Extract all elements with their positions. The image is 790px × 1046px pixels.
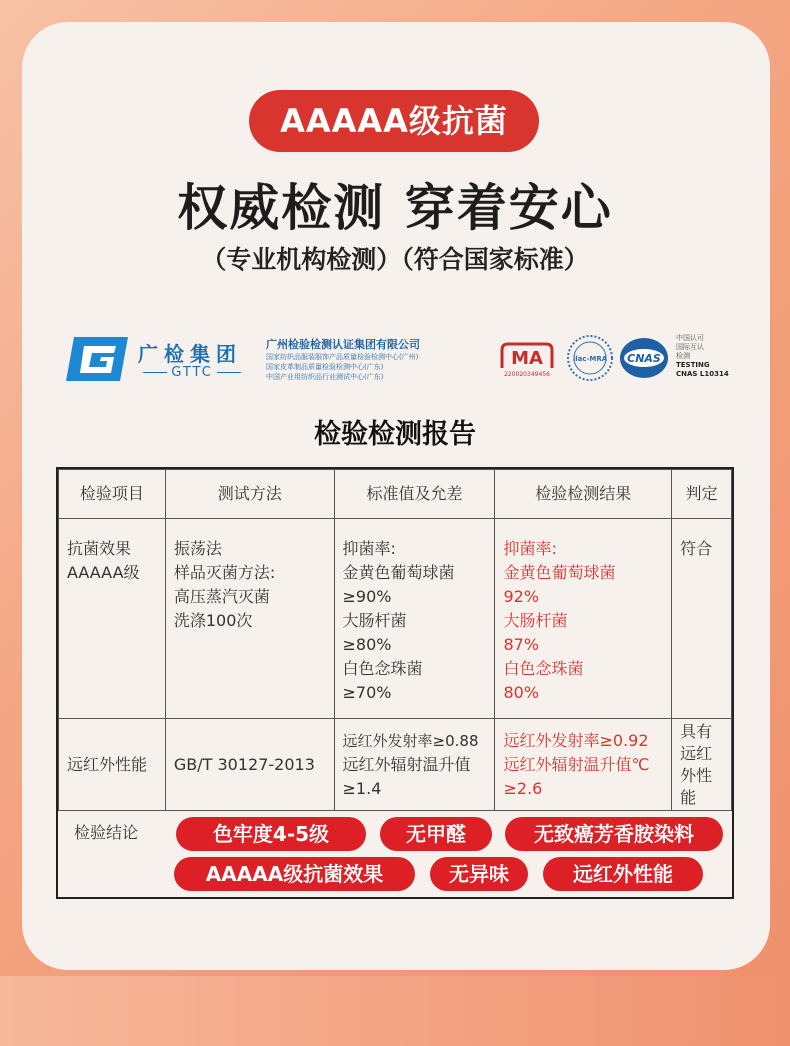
result-cell — [495, 519, 672, 719]
ma-label: MA — [511, 348, 543, 369]
table-header-cell: 检验项目 — [59, 470, 166, 519]
gttc-logo-icon — [66, 337, 128, 381]
conclusion-tag: 无致癌芳香胺染料 — [505, 817, 723, 851]
cnas-cn-line: 检测 — [676, 352, 690, 360]
org-lines — [266, 352, 418, 382]
cell-line: 外性 — [680, 765, 713, 785]
cell-line: 高压蒸汽灭菌 — [173, 587, 270, 606]
cell-line: ≥80% — [342, 635, 392, 654]
cnas-icon — [618, 336, 670, 380]
cell-line: ≥70% — [342, 683, 392, 702]
table-header-cell: 判定 — [672, 470, 732, 519]
badge-title: AAAAA级抗菌 — [249, 90, 539, 152]
cell-line: 远红外发射率≥0.88 — [342, 731, 479, 750]
table-row — [59, 719, 732, 811]
conclusion-tag: 色牢度4-5级 — [176, 817, 366, 851]
org-abbr-text: GTTC — [171, 365, 213, 380]
cell-line: 具有 — [680, 721, 713, 741]
background-band — [0, 976, 790, 1046]
conclusion-label: 检验结论 — [74, 823, 139, 842]
conclusion-area — [58, 810, 732, 898]
cma-certification-icon — [498, 340, 556, 382]
cell-line: AAAAA级 — [67, 563, 140, 582]
ilac-mra-icon — [566, 334, 614, 382]
table-header-cell: 测试方法 — [165, 470, 334, 519]
testing-label: TESTING — [676, 361, 710, 369]
cell-line: 能 — [680, 787, 697, 807]
cell-line: 样品灭菌方法: — [173, 563, 276, 582]
org-line: 国家纺织品服装服饰产品质量检验检测中心(广州) — [266, 353, 419, 361]
cnas-number: CNAS L10314 — [676, 370, 729, 378]
cell-line: 抑菌率: — [342, 539, 396, 558]
table-header-row — [59, 470, 732, 519]
ma-number: 220020349456 — [504, 371, 550, 378]
conclusion-tag: 无甲醛 — [380, 817, 492, 851]
org-line: 中国产业用纺织品行业测试中心(广东) — [266, 373, 384, 381]
cell-line: 远红 — [680, 743, 713, 763]
org-abbr — [132, 365, 252, 380]
standard-cell — [334, 519, 495, 719]
conclusion-tag: 远红外性能 — [543, 857, 703, 891]
org-line: 国家皮革制品质量检验检测中心(广东) — [266, 363, 384, 371]
item-cell: 远红外性能 — [59, 719, 166, 811]
table-header-cell: 检验检测结果 — [495, 470, 672, 519]
report-table — [56, 467, 734, 899]
cell-line: 白色念珠菌 — [503, 659, 584, 678]
method-cell — [165, 519, 334, 719]
table-header-cell: 标准值及允差 — [334, 470, 495, 519]
cell-line: ≥90% — [342, 587, 392, 606]
subheadline: （专业机构检测）（符合国家标准） — [201, 245, 589, 274]
cell-line: 87% — [503, 635, 540, 654]
headline: 权威检测 穿着安心 — [177, 179, 613, 237]
standard-cell — [334, 719, 495, 811]
cnas-cn-line: 中国认可 — [676, 334, 704, 342]
report-title: 检验检测报告 — [314, 419, 476, 450]
method-cell: GB/T 30127-2013 — [165, 719, 334, 811]
org-short-name: 广检集团 — [138, 342, 242, 366]
cell-line: 白色念珠菌 — [342, 659, 423, 678]
cell-line: ≥2.6 — [503, 778, 543, 798]
cell-line: 抗菌效果 — [67, 539, 132, 558]
cell-line: 远红外发射率≥0.92 — [503, 730, 649, 750]
ilac-label: ilac-MRA — [572, 355, 608, 363]
cnas-cn-line: 国际互认 — [676, 343, 704, 351]
cell-line: 92% — [503, 587, 540, 606]
result-cell — [495, 719, 672, 811]
cell-line: 洗涤100次 — [173, 611, 253, 630]
verdict-cell — [672, 719, 732, 811]
cell-line: ≥1.4 — [342, 778, 382, 798]
cell-line: 金黄色葡萄球菌 — [503, 563, 616, 582]
conclusion-tag: 无异味 — [430, 857, 528, 891]
cnas-text — [676, 334, 729, 379]
cell-line: 远红外辐射温升值 — [342, 754, 471, 774]
cell-line: 金黄色葡萄球菌 — [342, 563, 455, 582]
cell-line: 振荡法 — [173, 539, 222, 558]
cell-line: 大肠杆菌 — [503, 611, 568, 630]
cnas-label: CNAS — [627, 352, 661, 365]
cell-line: 大肠杆菌 — [342, 611, 407, 630]
conclusion-tag: AAAAA级抗菌效果 — [174, 857, 415, 891]
cell-line: 远红外辐射温升值℃ — [503, 754, 650, 774]
verdict-cell: 符合 — [672, 519, 732, 719]
cell-line: 抑菌率: — [503, 539, 557, 558]
item-cell — [59, 519, 166, 719]
cell-line: 80% — [503, 683, 540, 702]
table-row — [59, 519, 732, 719]
org-full-name: 广州检验检测认证集团有限公司 — [266, 338, 420, 351]
